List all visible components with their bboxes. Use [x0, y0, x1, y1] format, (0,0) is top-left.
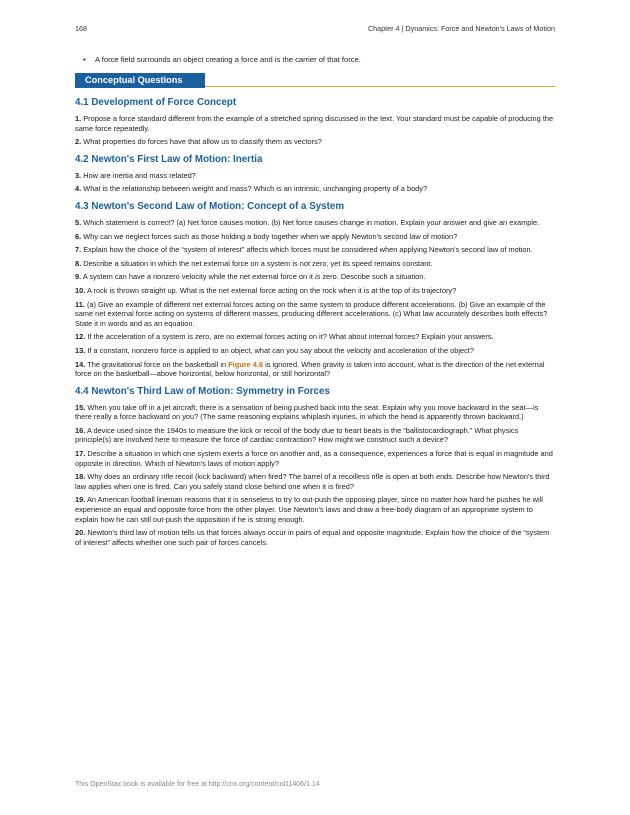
question-number: 11.: [75, 299, 85, 309]
question-item: [75, 245, 555, 255]
question-item: [75, 114, 555, 133]
question-number: 14.: [75, 359, 86, 369]
question-item: [75, 472, 555, 491]
question-item: [75, 332, 555, 342]
emphasis-text: is: [346, 359, 352, 369]
question-item: [75, 259, 555, 269]
question-number: 12.: [75, 332, 86, 342]
question-number: 19.: [75, 495, 86, 505]
bullet-list: [75, 55, 555, 65]
question-number: 8.: [75, 258, 82, 268]
question-text: When you take off in a jet aircraft, there is a sensation of being pushed back into the seat. Explain why you move backward in the seat—is there really a force backward on you? (The same reasoning explains whiplash injuries, in which the head is apparently thrown backward.): [75, 402, 539, 422]
question-number: 3.: [75, 170, 82, 180]
question-item: [75, 218, 555, 228]
question-item: [75, 360, 555, 379]
question-text: What properties do forces have that allow us to classify them as vectors?: [83, 137, 322, 147]
question-item: [75, 137, 555, 147]
question-number: 2.: [75, 137, 82, 147]
question-text: (a) Give an example of different net external forces acting on the same system to produce different accelerations. (b) Give an example of the same net external force acting on systems of different masses, producing different accelerations. (c) What law accurately describes both effects? State it in words and as an equation.: [75, 299, 548, 328]
band-label: Conceptual Questions: [75, 73, 205, 88]
question-text: Newton's third law of motion tells us that forces always occur in pairs of equal and opposite magnitude. Explain how the choice of the “system of interest” affects whether one such pair of forces cancels.: [75, 528, 550, 547]
chapter-title: Chapter 4 | Dynamics: Force and Newton's Laws of Motion: [367, 24, 555, 33]
question-text: is ignored. When gravity: [263, 359, 347, 369]
question-item: [75, 184, 555, 194]
question-item: [75, 495, 555, 524]
question-text: An American football lineman reasons that it is senseless to try to out-push the opposing player, since no matter how hard he pushes he will experience an equal and opposite force from the other player. Use Newton's laws and draw a free-body diagram of an appropriate system to explain how he can still out-push the opposition if he is strong enough.: [75, 495, 543, 524]
question-text: How are inertia and mass related?: [83, 170, 196, 180]
question-number: 10.: [75, 285, 86, 295]
section-heading: 4.4 Newton's Third Law of Motion: Symmetry in Forces: [75, 385, 330, 397]
question-sections: [75, 96, 555, 547]
page-footer: This OpenStax book is available for free at http://cnx.org/content/col11406/1.14: [75, 781, 320, 788]
section-heading: 4.3 Newton's Second Law of Motion: Concept of a System: [75, 200, 345, 212]
question-text: A system can have a nonzero velocity while the net external force on it: [82, 272, 315, 282]
question-text: Why does an ordinary rifle recoil (kick backward) when fired? The barrel of a recoilless rifle is open at both ends. Describe how Newton's third law applies when one is fired. Can you safely stand close behind one when it is fired?: [75, 472, 550, 491]
question-number: 4.: [75, 184, 82, 194]
question-text: Which statement is correct? (a) Net force causes motion. (b) Net force causes change in motion. Explain your answer and give an example.: [83, 217, 540, 227]
bullet-item: [75, 55, 555, 65]
question-number: 16.: [75, 425, 86, 435]
question-text: The gravitational force on the basketball in: [87, 359, 229, 369]
question-number: 9.: [75, 272, 82, 282]
question-number: 7.: [75, 245, 82, 255]
question-number: 17.: [75, 449, 86, 459]
page-content: [75, 55, 555, 551]
question-item: [75, 286, 555, 296]
question-text: taken into account, what is the direction of the net external force on the basketball—above horizontal, below horizontal, or still horizontal?: [75, 359, 545, 379]
question-text: If a constant, nonzero force is applied to an object, what can you say about the velocity and acceleration of the object?: [87, 345, 474, 355]
question-text: Describe a situation in which the net external force on a system is not zero, yet its speed remains constant.: [83, 258, 433, 268]
question-number: 15.: [75, 402, 86, 412]
question-text: Why can we neglect forces such as those holding a body together when we apply Newton's second law of motion?: [83, 231, 458, 241]
question-item: [75, 171, 555, 181]
question-text: What is the relationship between weight and mass? Which is an intrinsic, unchanging property of a body?: [83, 184, 428, 194]
question-number: 18.: [75, 472, 86, 482]
figure-link[interactable]: Figure 4.6: [228, 359, 264, 369]
question-item: [75, 272, 555, 282]
question-item: [75, 232, 555, 242]
question-text: Propose a force standard different from the example of a stretched spring discussed in the text. Your standard must be capable of producing the same force repeatedly.: [75, 114, 554, 133]
emphasis-text: is: [314, 272, 321, 282]
question-number: 5.: [75, 217, 82, 227]
question-text: zero. Describe such a situation.: [320, 272, 426, 282]
question-text: If the acceleration of a system is zero, are no external forces acting on it? What about internal forces? Explain your answers.: [87, 332, 494, 342]
question-item: [75, 449, 555, 468]
question-item: [75, 426, 555, 445]
question-number: 1.: [75, 114, 82, 123]
section-heading: 4.1 Development of Force Concept: [75, 97, 237, 108]
question-item: [75, 346, 555, 356]
conceptual-questions-band: [75, 73, 555, 88]
band-rule: [205, 86, 555, 87]
question-text: A device used since the 1940s to measure the kick or recoil of the body due to heart beats is the “ballistocardiograph.” What physics principle(s) are involved here to measure the force of cardiac contraction? How might we construct such a device?: [75, 425, 519, 445]
question-item: [75, 300, 555, 329]
question-item: [75, 528, 555, 547]
bullet-icon: •: [83, 55, 86, 64]
question-number: 13.: [75, 345, 86, 355]
running-header: [75, 24, 555, 36]
question-text: Explain how the choice of the “system of interest” affects which forces must be considered when applying Newton's second law of motion.: [83, 245, 533, 255]
page-number: 168: [75, 24, 87, 33]
question-text: Describe a situation in which one system exerts a force on another and, as a consequence, experiences a force that is equal in magnitude and opposite in direction. Which of Newton's laws of motion apply?: [75, 449, 553, 468]
section-heading: 4.2 Newton's First Law of Motion: Inertia: [75, 153, 263, 165]
question-item: [75, 403, 555, 422]
question-text: A rock is thrown straight up. What is the net external force acting on the rock when it is at the top of its trajectory?: [86, 285, 457, 295]
question-number: 20.: [75, 528, 86, 538]
bullet-text: A force field surrounds an object creating a force and is the carrier of that force.: [95, 55, 361, 64]
question-number: 6.: [75, 231, 82, 241]
